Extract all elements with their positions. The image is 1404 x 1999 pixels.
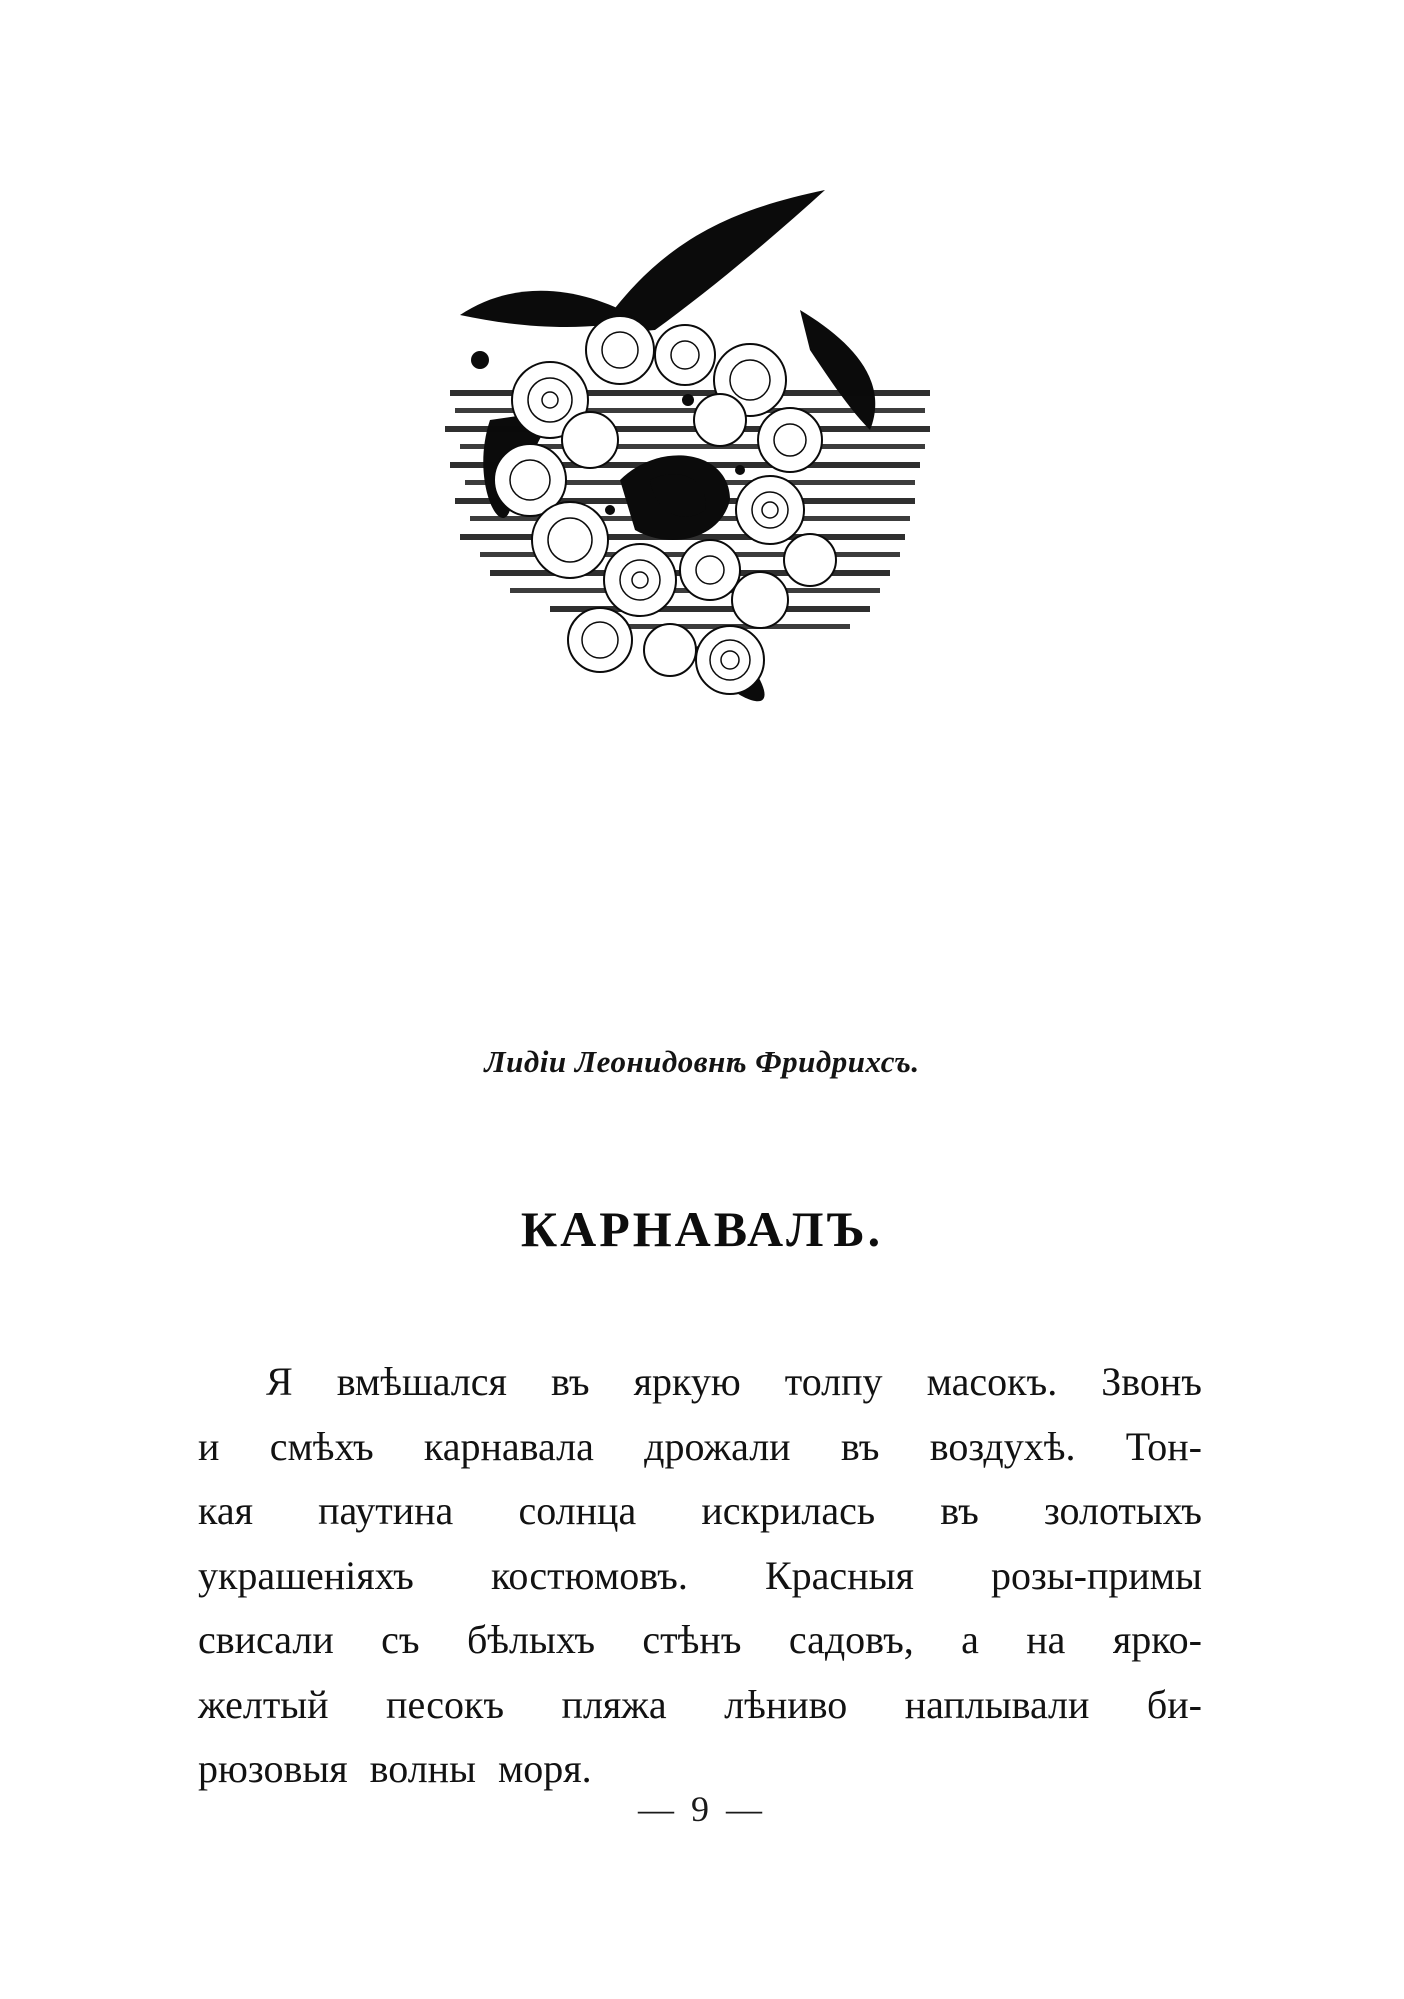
- word: въ: [940, 1488, 979, 1533]
- text-line: [198, 1673, 1202, 1738]
- text-line: [198, 1415, 1202, 1480]
- carnival-vignette-icon: [430, 180, 950, 760]
- word: садовъ,: [788, 1617, 914, 1662]
- word: масокъ.: [926, 1359, 1058, 1404]
- word: карнавала: [423, 1423, 594, 1469]
- word: би-: [1146, 1681, 1202, 1727]
- word: свисали: [198, 1617, 334, 1662]
- text-line: [198, 1479, 1202, 1544]
- word: вмѣшался: [336, 1359, 507, 1404]
- word: бѣлыхъ: [466, 1617, 596, 1662]
- word: въ: [550, 1359, 590, 1404]
- word: искрилась: [701, 1488, 876, 1533]
- word: лѣниво: [724, 1681, 848, 1727]
- word: въ: [840, 1423, 880, 1469]
- word: золотыхъ: [1043, 1488, 1202, 1533]
- carnival-vignette: [430, 180, 950, 760]
- word: пляжа: [561, 1681, 667, 1727]
- word: Я: [266, 1359, 293, 1404]
- word: волны: [369, 1746, 476, 1791]
- word: толпу: [784, 1359, 883, 1404]
- word: съ: [381, 1617, 420, 1662]
- word: воздухѣ.: [929, 1423, 1076, 1469]
- word: украшеніяхъ: [198, 1552, 414, 1598]
- word: рюзовыя: [198, 1746, 348, 1791]
- word: песокъ: [386, 1681, 505, 1727]
- word: моря.: [497, 1746, 592, 1791]
- word: кая: [198, 1488, 253, 1533]
- word: а: [961, 1617, 979, 1662]
- word: паутина: [318, 1488, 454, 1533]
- text-line: [198, 1544, 1202, 1609]
- page-number: — 9 —: [638, 1789, 766, 1829]
- word: костюмовъ.: [490, 1552, 688, 1598]
- word: наплывали: [904, 1681, 1090, 1727]
- word: и: [198, 1423, 220, 1469]
- dedication: Лидіи Леонидовнѣ Фридрихсъ.: [484, 1044, 920, 1079]
- text-line: [198, 1350, 1202, 1415]
- word: Звонъ: [1101, 1359, 1202, 1404]
- prose-paragraph: [198, 1350, 1202, 1802]
- word: желтый: [198, 1681, 329, 1727]
- word: ярко-: [1112, 1617, 1202, 1662]
- word: солнца: [518, 1488, 637, 1533]
- word: розы-примы: [991, 1552, 1202, 1598]
- word: смѣхъ: [269, 1423, 374, 1469]
- poem-title: КАРНАВАЛЪ.: [520, 1201, 884, 1257]
- word: дрожали: [644, 1423, 791, 1469]
- word: стѣнъ: [642, 1617, 742, 1662]
- text-line: [198, 1608, 1202, 1673]
- word: на: [1026, 1617, 1066, 1662]
- word: Тон-: [1125, 1423, 1202, 1469]
- word: Красныя: [764, 1552, 914, 1598]
- word: яркую: [633, 1359, 741, 1404]
